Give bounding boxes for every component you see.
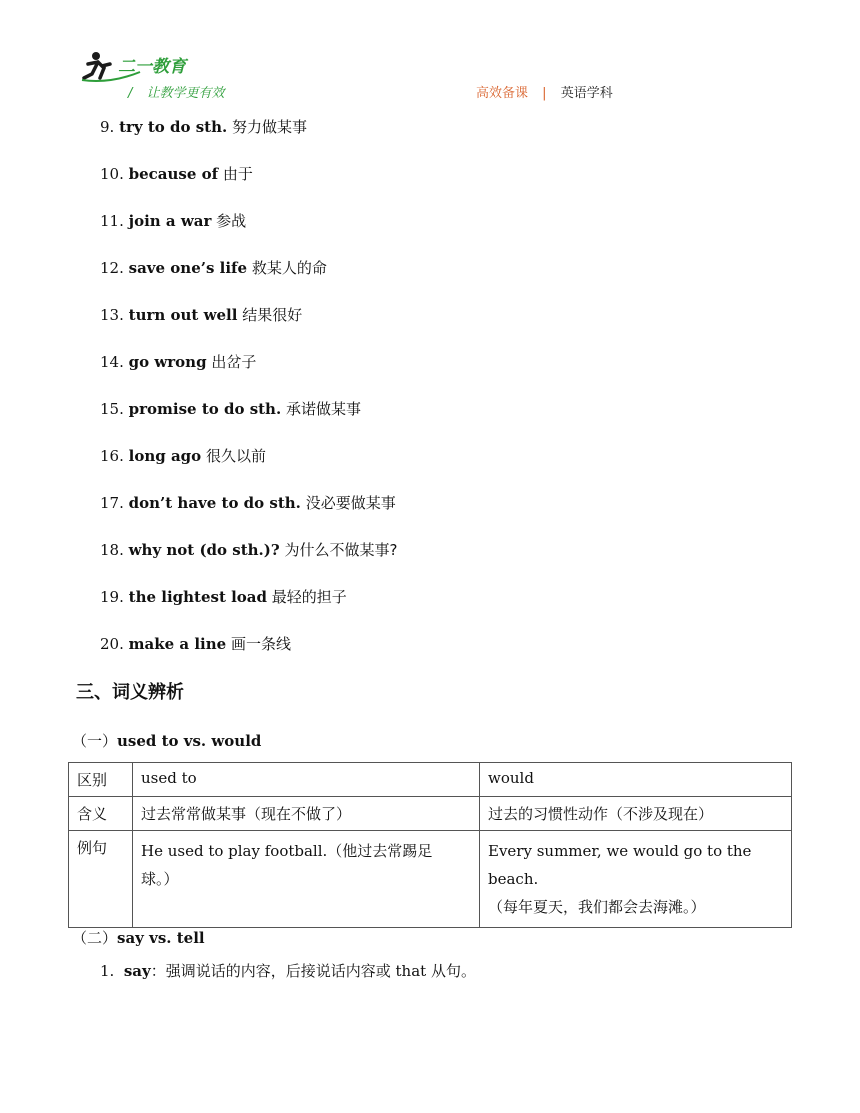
subsection-heading: used to vs. would: [117, 732, 262, 750]
phrase-en: make a line: [128, 635, 227, 653]
subsection-heading: say vs. tell: [117, 929, 205, 947]
list-item: [100, 304, 397, 351]
section-title: 三、词义辨析: [76, 682, 184, 703]
item-number: 12.: [100, 259, 124, 277]
phrase-en: save one’s life: [128, 259, 248, 277]
list-item: [100, 539, 397, 586]
phrase-zh: 没必要做某事: [305, 494, 396, 512]
table-cell: used to: [133, 763, 480, 797]
phrase-zh: 参战: [216, 212, 247, 230]
phrase-en: why not (do sth.)?: [128, 541, 280, 559]
phrase-zh: 努力做某事: [232, 118, 308, 136]
phrase-zh: 由于: [222, 165, 253, 183]
list-item: [100, 163, 397, 210]
phrase-en: promise to do sth.: [128, 400, 282, 418]
point-number: 1.: [100, 962, 115, 980]
point-keyword: say: [123, 962, 151, 980]
item-number: 11.: [100, 212, 124, 230]
point-text-en: that: [395, 962, 427, 980]
page-header: [0, 0, 860, 110]
table-row: [69, 831, 792, 928]
logo-text: 二一教育: [118, 57, 186, 77]
item-number: 15.: [100, 400, 124, 418]
phrase-en: don’t have to do sth.: [128, 494, 301, 512]
example-en: He used to play football.: [141, 842, 328, 860]
item-number: 14.: [100, 353, 124, 371]
tagline: [128, 82, 225, 101]
header-right: [476, 82, 613, 101]
phrase-zh: 承诺做某事: [285, 400, 361, 418]
phrase-zh: 最轻的担子: [271, 588, 347, 606]
example-zh: （他过去常踢足: [327, 842, 433, 860]
item-number: 18.: [100, 541, 124, 559]
table-cell: would: [480, 763, 792, 797]
phrase-en: the lightest load: [128, 588, 268, 606]
list-item: [100, 351, 397, 398]
phrase-list: [100, 116, 397, 680]
header-right-primary: 高效备课: [476, 86, 529, 101]
subsection-prefix: （一）: [72, 732, 118, 750]
phrase-zh: 画一条线: [230, 635, 291, 653]
table-cell: 过去的习惯性动作（不涉及现在）: [480, 797, 792, 831]
item-number: 20.: [100, 635, 124, 653]
table-row: [69, 797, 792, 831]
phrase-zh: 出岔子: [211, 353, 257, 371]
point-text: ：强调说话的内容，后接说话内容或: [150, 962, 396, 980]
phrase-en: join a war: [128, 212, 212, 230]
table-cell: [133, 831, 480, 928]
table-cell: 过去常常做某事（现在不做了）: [133, 797, 480, 831]
table-cell: 含义: [69, 797, 133, 831]
phrase-en: long ago: [128, 447, 202, 465]
item-number: 13.: [100, 306, 124, 324]
phrase-zh: 很久以前: [205, 447, 266, 465]
example-zh-cont: 球。）: [141, 870, 179, 888]
example-en: Every summer, we would go to the beach.: [488, 842, 752, 888]
list-item: [100, 492, 397, 539]
runner-logo-icon: [80, 50, 220, 86]
point-text-end: 从句。: [426, 962, 476, 980]
list-item: [100, 210, 397, 257]
header-separator: |: [542, 86, 547, 101]
point-1: [100, 960, 476, 981]
phrase-zh: 救某人的命: [251, 259, 327, 277]
tagline-slash: /: [128, 86, 133, 101]
list-item: [100, 257, 397, 304]
header-right-secondary: 英语学科: [560, 86, 613, 101]
list-item: [100, 398, 397, 445]
table-row: [69, 763, 792, 797]
item-number: 16.: [100, 447, 124, 465]
subsection-title-1: [72, 730, 261, 751]
tagline-text: 让教学更有效: [146, 86, 225, 101]
list-item: [100, 633, 397, 680]
table-cell: 区别: [69, 763, 133, 797]
list-item: [100, 445, 397, 492]
item-number: 19.: [100, 588, 124, 606]
subsection-prefix: （二）: [72, 929, 118, 947]
item-number: 17.: [100, 494, 124, 512]
phrase-zh: 结果很好: [242, 306, 303, 324]
phrase-en: turn out well: [128, 306, 238, 324]
list-item: [100, 586, 397, 633]
item-number: 9.: [100, 118, 115, 136]
comparison-table: [68, 762, 792, 928]
list-item: [100, 116, 397, 163]
phrase-en: because of: [128, 165, 219, 183]
example-zh: （每年夏天，我们都会去海滩。）: [488, 898, 706, 916]
table-cell: [480, 831, 792, 928]
phrase-en: go wrong: [128, 353, 207, 371]
item-number: 10.: [100, 165, 124, 183]
logo: [80, 50, 220, 86]
phrase-zh: 为什么不做某事?: [284, 541, 398, 559]
table-cell: 例句: [69, 831, 133, 928]
phrase-en: try to do sth.: [119, 118, 228, 136]
subsection-title-2: [72, 927, 205, 948]
